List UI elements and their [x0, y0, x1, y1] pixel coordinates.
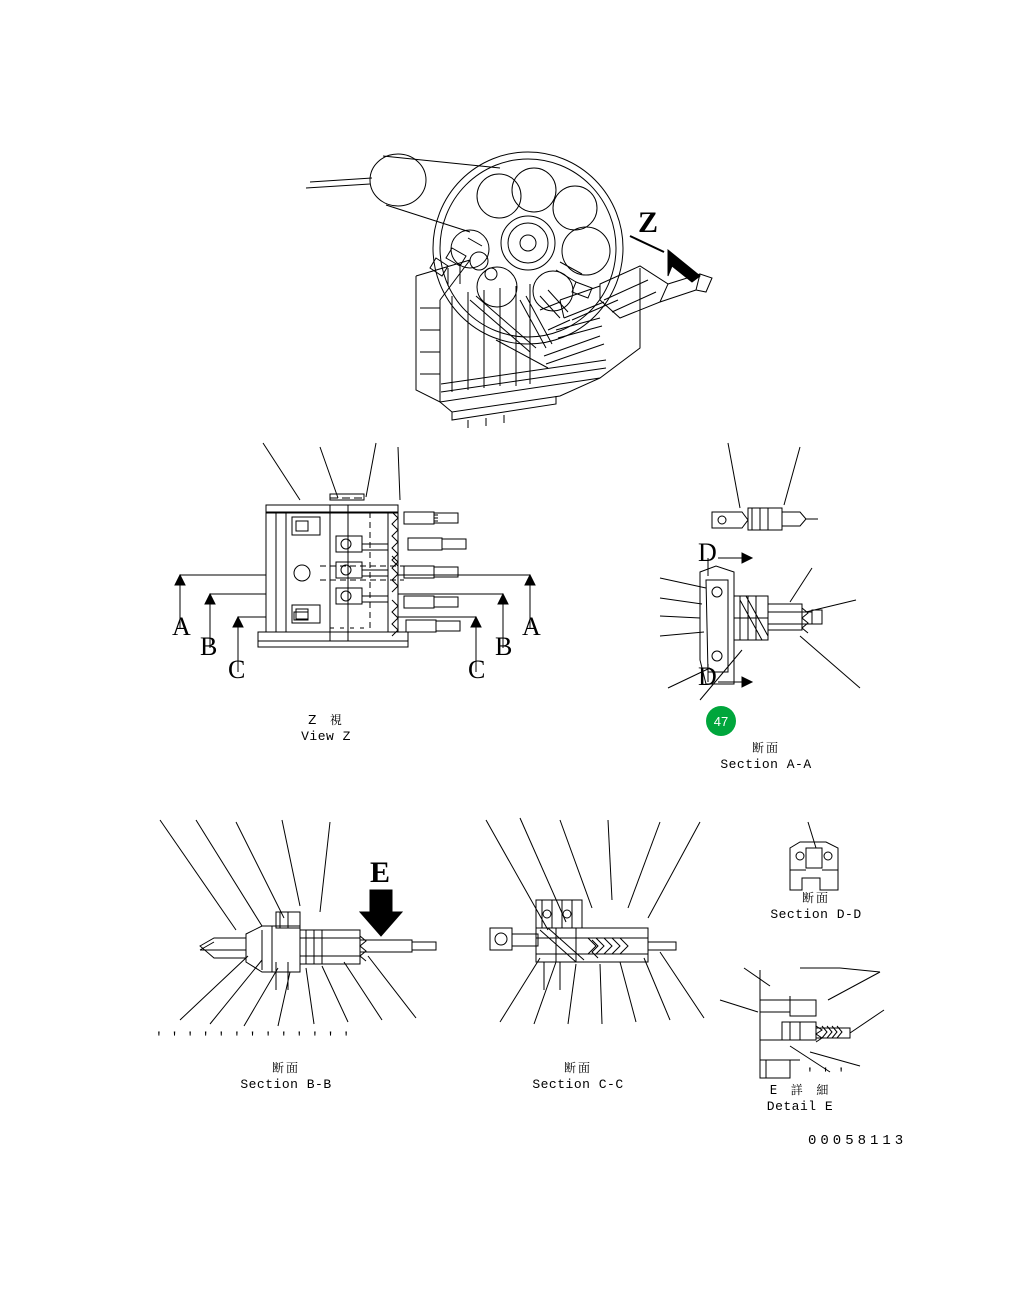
caption-section-bb-jp: 断面 [271, 1061, 300, 1075]
caption-section-cc-en: Section C-C [532, 1077, 624, 1092]
detail-e-drawing [720, 968, 884, 1078]
caption-detail-e-en: Detail E [766, 1099, 834, 1114]
section-mark-d-top: D [698, 538, 717, 567]
z-arrow-label: Z [638, 206, 659, 239]
section-bb-drawing [160, 820, 436, 1026]
section-cc-drawing [486, 818, 704, 1024]
view-z-drawing [175, 443, 535, 672]
leader-tick-row-detail-e: ' ' ' [806, 1066, 846, 1081]
caption-section-dd-en: Section D-D [770, 907, 862, 922]
caption-section-dd-jp: 断面 [801, 891, 830, 905]
e-arrow-label: E [370, 856, 391, 889]
section-mark-b-right: B [495, 632, 513, 661]
caption-section-dd [726, 890, 906, 923]
caption-section-cc [488, 1060, 668, 1093]
section-mark-c-right: C [468, 655, 486, 684]
caption-section-aa-en: Section A-A [720, 757, 812, 772]
caption-section-cc-jp: 断面 [563, 1061, 592, 1075]
section-mark-b-left: B [200, 632, 218, 661]
caption-section-aa [676, 740, 856, 773]
caption-section-bb [196, 1060, 376, 1093]
section-mark-a-right: A [522, 612, 541, 641]
section-mark-a-left: A [172, 612, 191, 641]
caption-detail-e [710, 1082, 890, 1115]
caption-section-aa-jp: 断面 [751, 741, 780, 755]
top-machine-view [306, 152, 712, 428]
balloon-47[interactable]: 47 [706, 706, 736, 736]
section-aa-drawing [660, 443, 860, 700]
caption-view-z [246, 712, 406, 745]
caption-view-z-jp: Z 視 [308, 713, 344, 727]
drawing-number: 00058113 [808, 1133, 908, 1149]
section-dd-drawing [790, 822, 838, 890]
section-mark-c-left: C [228, 655, 246, 684]
leader-tick-row-sections: ' ' ' ' ' ' ' ' ' ' ' ' ' [155, 1030, 351, 1045]
caption-section-bb-en: Section B-B [240, 1077, 332, 1092]
caption-view-z-en: View Z [301, 729, 351, 744]
section-mark-d-bottom: D [698, 662, 717, 691]
caption-detail-e-jp: E 詳 細 [769, 1083, 831, 1097]
